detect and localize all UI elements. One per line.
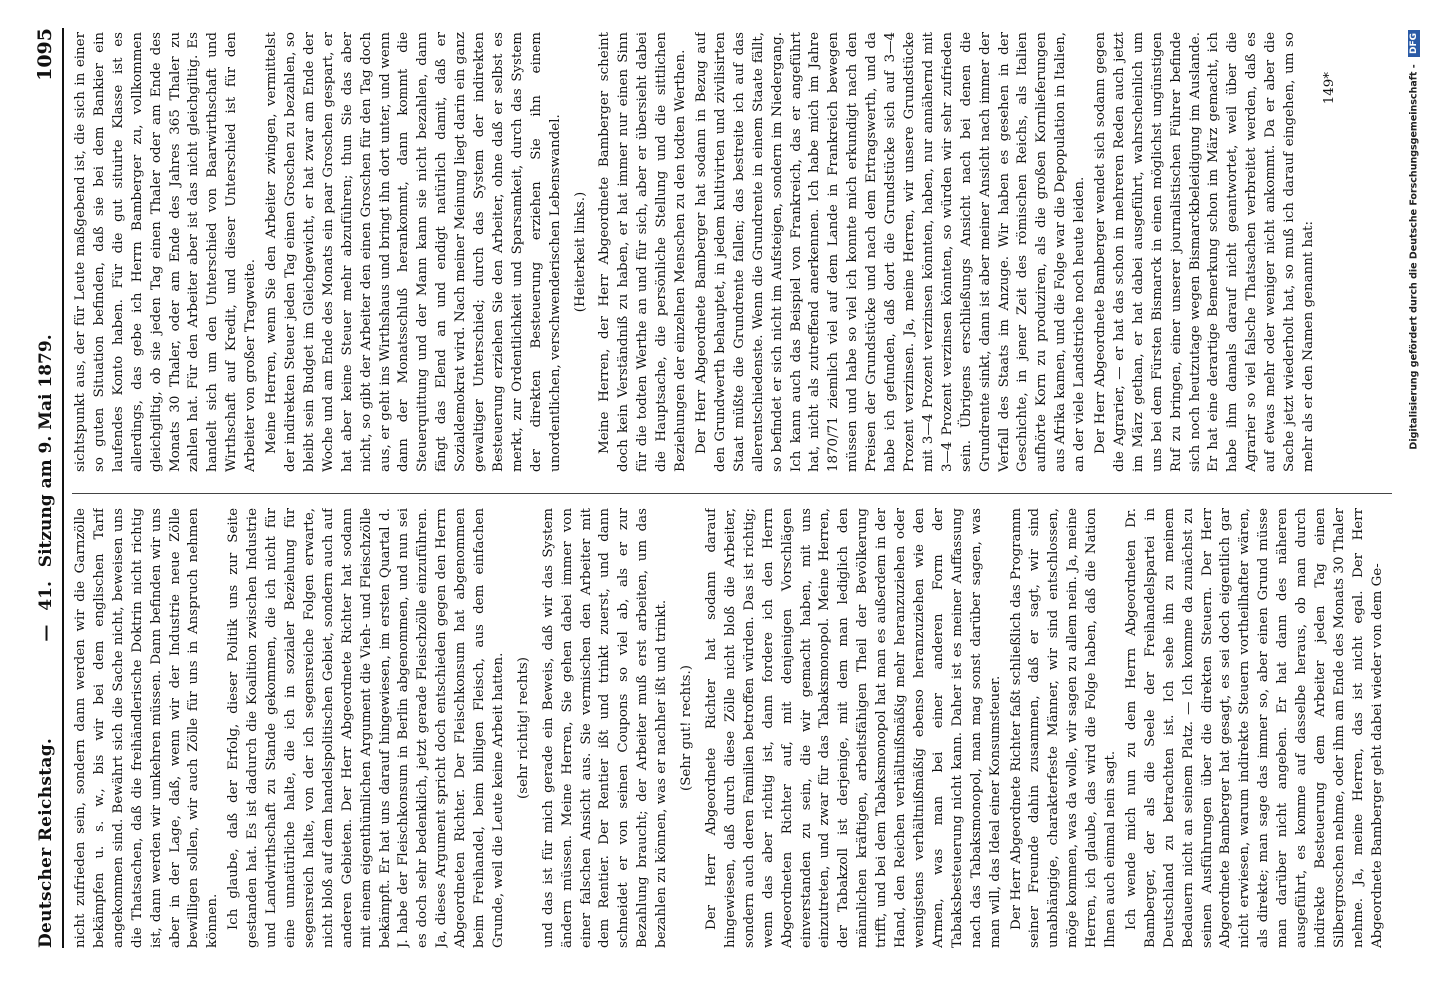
right-paragraph: sichtspunkt aus, der für Leute maßgebend ist, die sich in einer so guten Situation befinden, daß sie bei dem Bankier ein laufendes Konto haben. Für die gut situirte Klasse ist es allerdings, das gebe ich Herrn Bamberger zu, vollkommen gleichgiltig, ob sie jeden Tag einen Thaler oder am Ende des Monats 30 Thaler, oder am Ende des Jahres 365 Thaler zu zahlen hat. Für den Arbeiter aber ist das nicht gleichgiltig. Es handelt sich um den Unterschied von Baarwirthschaft und Wirthschaft auf Kredit, und dieser Unterschied ist für den Arbeiter von großer Tragweite. <box>73 32 259 472</box>
sheet-signature: 149* <box>1321 72 1337 105</box>
column-divider <box>72 493 1392 494</box>
left-paragraph: Der Herr Abgeordnete Richter faßt schließlich das Programm seiner Freunde dahin zusammen, daß er sagt, wir sind unabhängige, charakterfeste Männer, wir sind entschlossen, möge kommen, was da wolle, wir sagen zu allem nein. Ja, meine Herren, ich glaube, das wird die Folge haben, daß die Nation Ihnen auch einmal nein sagt. <box>1008 508 1119 948</box>
header-title: Deutscher Reichstag. <box>36 737 56 948</box>
header-session-number: 41. <box>36 581 56 611</box>
left-paragraph: Ich wende mich nun zu dem Herrn Abgeordneten Dr. Bamberger, der als die Seele der Freihandelspartei in Deutschland zu betrachten ist. Ich sehe ihn zu meinem Bedauern nicht an seinem Platz. — Ich komme da zunächst zu seinen Ausführungen über die direkten Steuern. Der Herr Abgeordnete Bamberger hat gesagt, es sei doch eigentlich gar nicht erwiesen, warum indirekte Steuern vortheilhafter wären, als direkte; man sage das immer so, aber einen Grund müsse man darüber nicht angeben. Er hat dann des näheren ausgeführt, es komme auf dasselbe heraus, ob man durch indirekte Besteuerung dem Arbeiter jeden Tag einen Silbergroschen nehme, oder ihm am Ende des Monats 30 Thaler nehme. Ja, meine Herren, das ist nicht egal. Der Herr Abgeordnete Bamberger geht dabei wieder von dem Ge- <box>1123 508 1385 948</box>
header-dash: — <box>36 624 56 642</box>
credit-text: Digitalisierung gefördert durch die Deutsche Forschungsgemeinschaft - <box>1408 64 1420 450</box>
left-paragraph: Der Herr Abgeordnete Richter hat sodann darauf hingewiesen, daß durch diese Zölle nicht bloß die Arbeiter, sondern auch deren Familien betroffen würden. Das ist richtig; wenn das aber richtig ist, dann fordere ich den Herrn Abgeordneten Richter auf, mit denjenigen Vorschlägen einverstanden zu sein, die wir gemacht haben, mit uns einzutreten, und zwar für das Tabaksmonopol. Meine Herren, der Tabakzoll ist derjenige, mit dem man lediglich den männlichen kräftigen, arbeitsfähigen Theil der Bevölkerung trifft, und bei dem Tabaksmonopol hat man es außerdem in der Hand, den Reichen verhältnißmäßig mehr heranzuziehen oder wenigstens verhältnißmäßig ebenso heranzuziehen wie den Armen, was man bei einer anderen Form der Tabaksbesteuerung nicht kann. Daher ist es meiner Auffassung nach das Tabaksmonopol, man mag sonst darüber sagen, was man will, das Ideal einer Konsumsteuer. <box>704 508 1003 948</box>
left-paragraph: und das ist für mich gerade ein Beweis, daß wir das System ändern müssen. Meine Herren, Sie gehen dabei immer von einer falschen Ansicht aus. Sie vermischen den Arbeiter mit dem Rentier. Der Rentier ißt und trinkt zuerst, und dann schneidet er von seinen Coupons so viel ab, als er zur Bezahlung braucht; der Arbeiter muß erst arbeiten, um das bezahlen zu können, was er nachher ißt und trinkt. <box>540 508 670 948</box>
digitization-credit <box>1408 0 1420 1000</box>
interjection: (sehr richtig! rechts) <box>515 657 531 799</box>
left-paragraph: nicht zufrieden sein, sondern dann werden wir die Garnzölle bekämpfen u. s. w., bis wir bei dem englischen Tarif angekommen sind. Bewährt sich die Sache nicht, beweisen uns die Thatsachen, daß die freihändlerische Doktrin nicht richtig ist, dann werden wir umkehren müssen. Dann befinden wir uns aber in der Lage, daß, wenn wir der Industrie neue Zölle bewilligen sollen, wir auch Zölle für uns in Anspruch nehmen können. <box>73 508 221 948</box>
right-paragraph: Meine Herren, wenn Sie den Arbeiter zwingen, vermittelst der indirekten Steuer jeden Tag einen Groschen zu bezahlen, so bleibt sein Budget im Gleichgewicht, er hat zwar am Ende der Woche und am Ende des Monats ein paar Groschen gespart, er hat aber keine Steuer mehr abzuführen; thun Sie das aber nicht, so gibt der Arbeiter den einen Groschen für den Tag doch aus, er geht ins Wirthshaus und bringt ihn dort unter, und wenn dann der Monatsschluß herankommt, dann kommt die Steuerquittung und der Mann kann sie nicht bezahlen, dann fängt das Elend an und endigt natürlich damit, daß er Sozialdemokrat wird. Nach meiner Meinung liegt darin ein ganz gewaltiger Unterschied; durch das System der indirekten Besteuerung erziehen Sie den Arbeiter, ohne daß er selbst es merkt, zur Ordentlichkeit und Sparsamkeit, durch das System der direkten Besteuerung erziehen Sie ihn einem unordentlichen, verschwenderischen Lebenswandel. <box>264 32 563 472</box>
header-session <box>36 28 56 948</box>
header-page-number: 1095 <box>34 28 56 81</box>
right-paragraph: Der Herr Abgeordnete Bamberger wendet sich sodann gegen die Agrarier, — er hat das schon in mehreren Reden auch jetzt im März gethan, er hat dabei ausgeführt, wahrscheinlich um uns bei dem Fürsten Bismarck in einen möglichst ungünstigen Ruf zu bringen, einer unserer journalistischen Führer befinde sich noch heutzutage wegen Bismarckbeleidigung im Auslande. Er hat eine derartige Bemerkung schon im März gemacht, ich habe ihm damals darauf nicht geantwortet, weil über die Agrarier so viel falsche Thatsachen verbreitet werden, daß es auf etwas mehr oder weniger nicht ankommt. Da er aber die Sache jetzt wiederholt hat, so muß ich darauf eingehen, um so mehr als er den Namen genannt hat: <box>1093 32 1316 472</box>
left-text-column <box>72 508 1392 948</box>
header-session-date: Sitzung am 9. Mai 1879. <box>36 334 56 568</box>
right-paragraph: Der Herr Abgeordnete Bamberger hat sodann in Bezug auf den Grundwerth behauptet, in jedem kultivirten und zivilisirten Staat müßte die Grundrente fallen; das bestreite ich auf das allerentschiedenste. Wenn die Grundrente in einem Staate fällt, so befindet er sich nicht im Aufsteigen, sondern im Niedergang. Ich kann auch das Beispiel von Frankreich, das er angeführt hat, nicht als zutreffend anerkennen. Ich habe mich im Jahre 1870/71 ziemlich viel auf dem Lande in Frankreich bewegen müssen und habe so viel ich konnte mich erkundigt nach den Preisen der Grundstücke und nach dem Ertragswerth, und da habe ich gefunden, daß dort die Grundstücke sich auf 3—4 Prozent verzinsen. Ja, meine Herren, wir unsere Grundstücke mit 3—4 Prozent verzinsen könnten, haben, nur annähernd mit 3—4 Prozent verzinsen könnten, so würden wir sehr zufrieden sein. Übrigens erschließungs Ansicht nach bei denen die Grundrente sinkt, dann ist aber meiner Ansicht nach immer der Verfall des Staats im Anzuge. Wir haben es gesehen in der Geschichte, in jener Zeit des römischen Reichs, als Italien aufhörte Korn zu produziren, als die großen Kornlieferungen aus Afrika kamen, und die Folge war die Depopulation in Italien, an der viele Landstriche noch heute leiden. <box>694 32 1088 472</box>
interjection: (Heiterkeit links.) <box>572 191 588 313</box>
interjection: (Sehr gut! rechts.) <box>679 665 695 792</box>
page-header <box>22 28 64 948</box>
right-text-column <box>72 32 1392 472</box>
right-paragraph: Meine Herren, der Herr Abgeordnete Bamberger scheint doch kein Verständniß zu haben, er hat immer nur einen Sinn für die todten Werthe an und für sich, aber er übersieht dabei die Hauptsache, die persönliche Stellung und die sittlichen Beziehungen der einzelnen Menschen zu den todten Werthen. <box>597 32 689 472</box>
dfg-logo: DFG <box>1408 30 1420 57</box>
left-paragraph: Ich glaube, daß der Erfolg, dieser Politik uns zur Seite gestanden hat. Es ist dadurch die Koalition zwischen Industrie und Landwirthschaft zu Stande gekommen, die ich nicht für eine unnatürliche halte, die ich in sozialer Beziehung für segensreich halte, von der ich segensreiche Folgen erwarte, nicht bloß auf dem handelspolitischen Gebiet, sondern auch auf anderen Gebieten. Der Herr Abgeordnete Richter hat sodann mit einem eigenthümlichen Argument die Vieh- und Fleischzölle bekämpft. Er hat uns darauf hingewiesen, im ersten Quartal d. J. habe der Fleischkonsum in Berlin abgenommen, und nun sei es doch sehr bedenklich, jetzt gerade Fleischzölle einzuführen. Ja, dieses Argument spricht doch entschieden gegen den Herrn Abgeordneten Richter. Der Fleischkonsum hat abgenommen beim Freihandel, beim billigen Fleisch, aus dem einfachen Grunde, weil die Leute keine Arbeit hatten. <box>226 508 506 948</box>
